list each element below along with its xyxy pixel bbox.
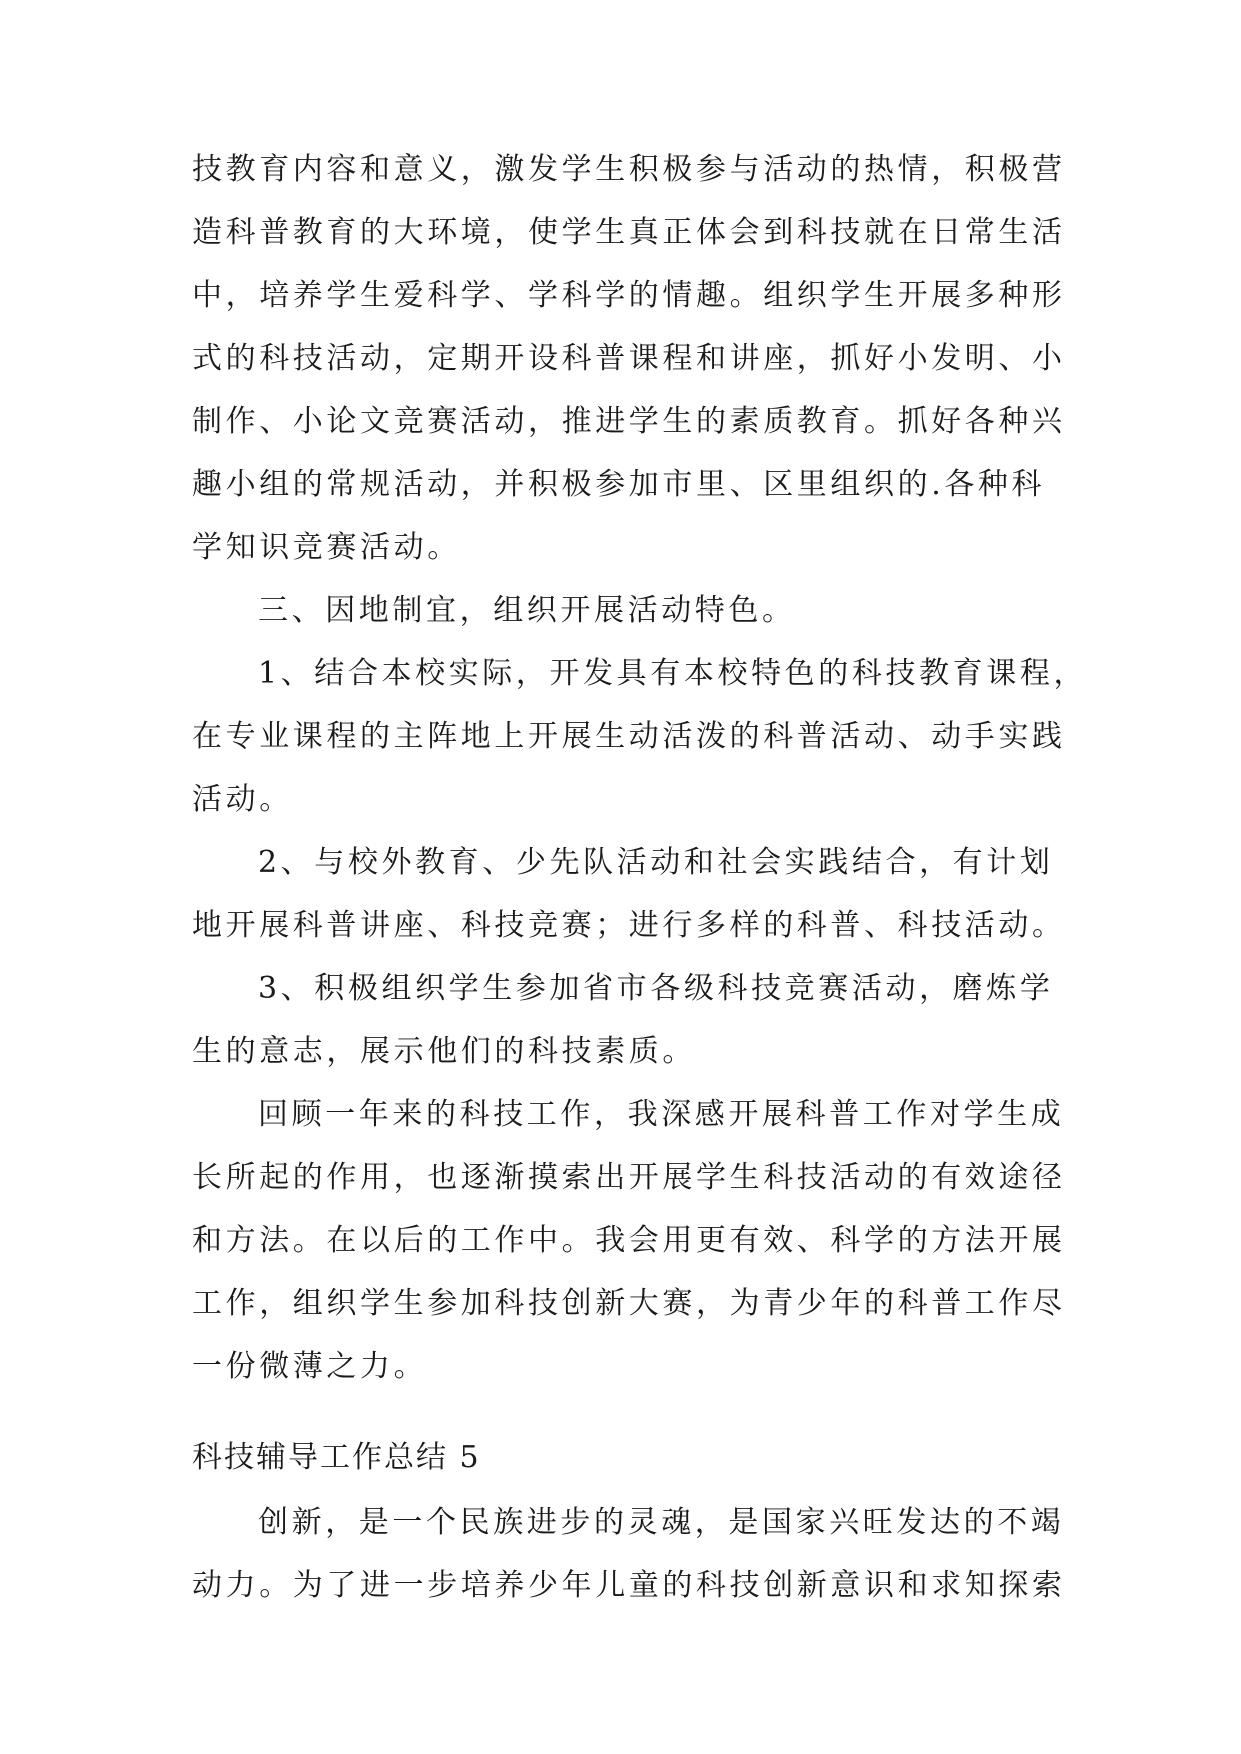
paragraph-line: 制作、小论文竞赛活动，推进学生的素质教育。抓好各种兴 bbox=[192, 404, 1066, 439]
list-item-line: 在专业课程的主阵地上开展生动活泼的科普活动、动手实践 bbox=[192, 719, 1066, 754]
paragraph-line: 学知识竞赛活动。 bbox=[192, 530, 461, 565]
paragraph-line: 长所起的作用，也逐渐摸索出开展学生科技活动的有效途径 bbox=[192, 1160, 1066, 1195]
paragraph-line: 造科普教育的大环境，使学生真正体会到科技就在日常生活 bbox=[192, 215, 1066, 250]
paragraph-line: 动力。为了进一步培养少年儿童的科技创新意识和求知探索 bbox=[192, 1568, 1066, 1603]
paragraph-line: 趣小组的常规活动，并积极参加市里、区里组织的.各种科 bbox=[192, 467, 1046, 502]
paragraph-line: 中，培养学生爱科学、学科学的情趣。组织学生开展多种形 bbox=[192, 278, 1066, 313]
paragraph-line: 一份微薄之力。 bbox=[192, 1349, 428, 1384]
section-heading: 科技辅导工作总结 5 bbox=[192, 1440, 481, 1475]
paragraph-line: 工作，组织学生参加科技创新大赛，为青少年的科普工作尽 bbox=[192, 1286, 1066, 1321]
list-item-line: 生的意志，展示他们的科技素质。 bbox=[192, 1034, 696, 1069]
list-item-line: 3、积极组织学生参加省市各级科技竞赛活动，磨炼学 bbox=[258, 971, 1054, 1006]
list-item-line: 1、结合本校实际，开发具有本校特色的科技教育课程， bbox=[258, 656, 1088, 691]
paragraph-line: 创新，是一个民族进步的灵魂，是国家兴旺发达的不竭 bbox=[258, 1505, 1065, 1540]
list-item-line: 活动。 bbox=[192, 782, 293, 817]
paragraph-line: 回顾一年来的科技工作，我深感开展科普工作对学生成 bbox=[258, 1097, 1065, 1132]
section-title: 三、因地制宜，组织开展活动特色。 bbox=[258, 593, 796, 628]
paragraph-line: 技教育内容和意义，激发学生积极参与活动的热情，积极营 bbox=[192, 152, 1066, 187]
list-item-line: 地开展科普讲座、科技竞赛；进行多样的科普、科技活动。 bbox=[192, 908, 1066, 943]
paragraph-line: 式的科技活动，定期开设科普课程和讲座，抓好小发明、小 bbox=[192, 341, 1066, 376]
list-item-line: 2、与校外教育、少先队活动和社会实践结合，有计划 bbox=[258, 845, 1054, 880]
paragraph-line: 和方法。在以后的工作中。我会用更有效、科学的方法开展 bbox=[192, 1223, 1066, 1258]
